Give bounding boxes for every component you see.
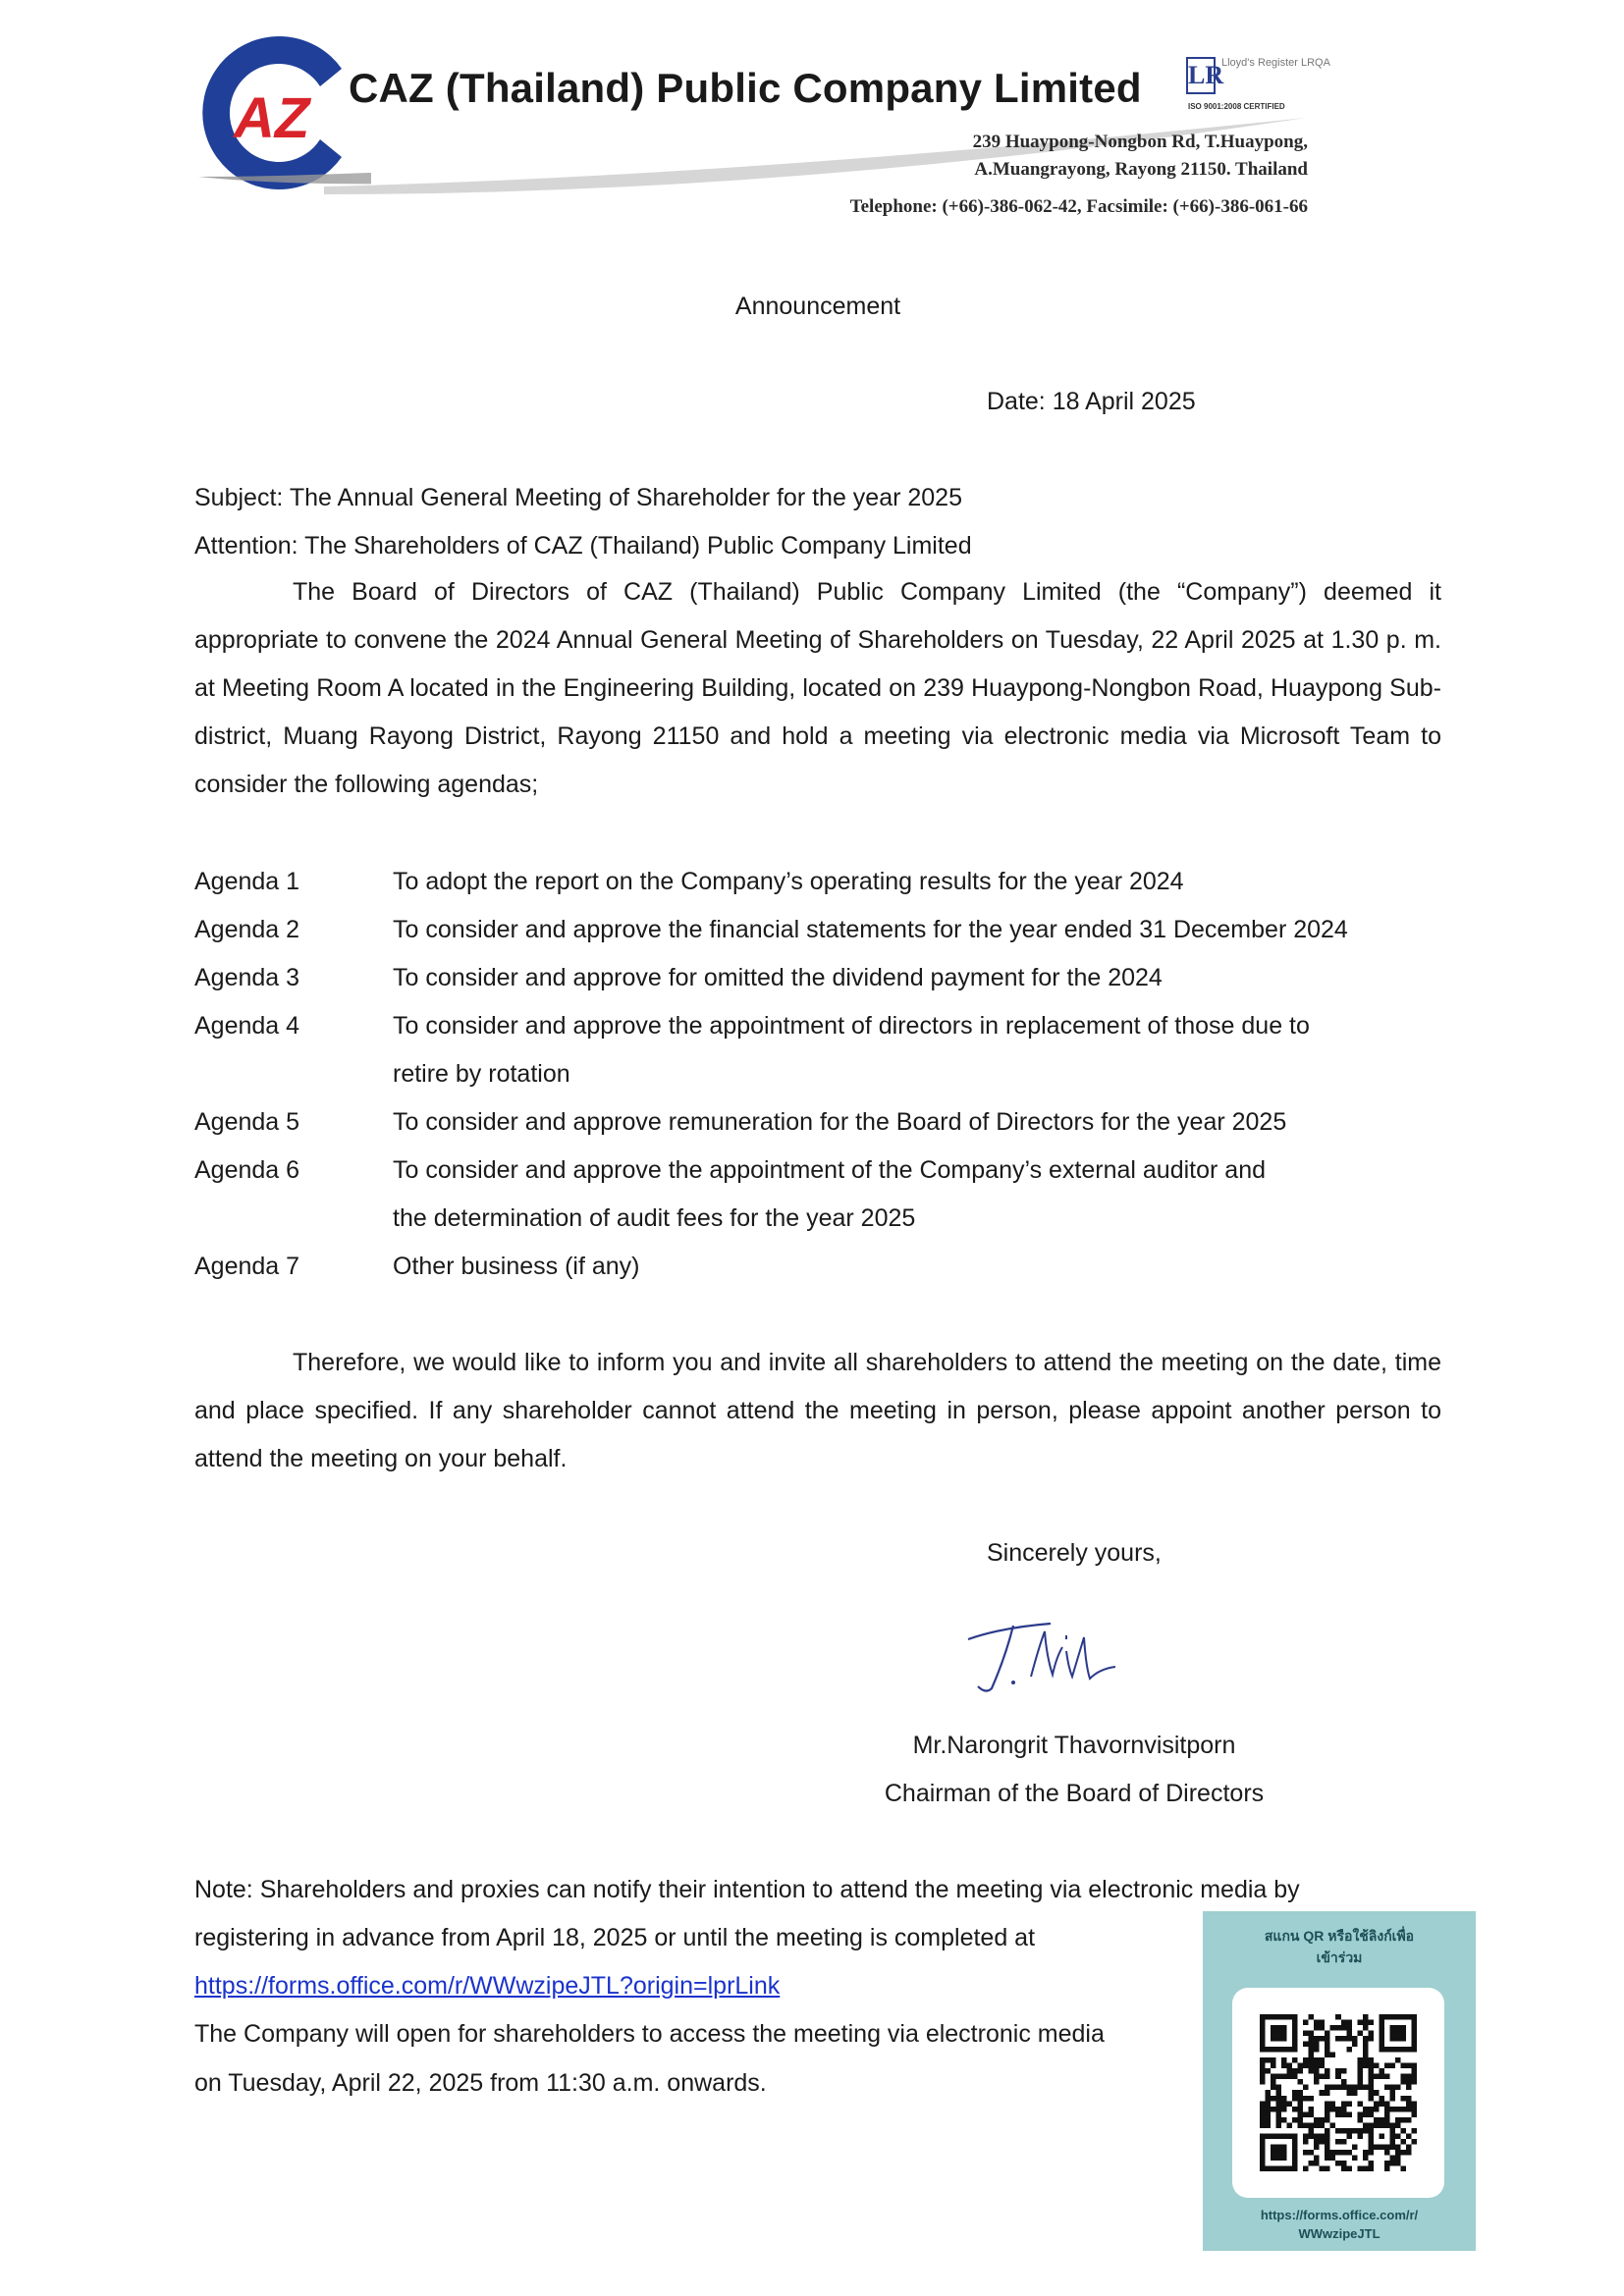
agenda-text-continued: the determination of audit fees for the year 2025 — [393, 1204, 916, 1232]
document-date: Date: 18 April 2025 — [987, 388, 1196, 415]
certification-name: Lloyd's Register LRQA — [1221, 57, 1330, 69]
note-line-4: on Tuesday, April 22, 2025 from 11:30 a.m. onwards. — [194, 2069, 767, 2097]
logo-text: AZ — [234, 86, 310, 150]
address-line-2: A.Muangrayong, Rayong 21150. Thailand — [974, 159, 1308, 180]
certification-badge — [1186, 57, 1330, 114]
agenda-label: Agenda 1 — [194, 868, 300, 895]
qr-url: https://forms.office.com/r/ WWwzipeJTL — [1260, 2208, 1419, 2241]
qr-caption: สแกน QR หรือใช้ลิงก์เพื่อ เข้าร่วม — [1264, 1928, 1415, 1965]
agenda-text: To consider and approve the appointment of the Company’s external auditor and — [393, 1156, 1267, 1184]
agenda-label: Agenda 5 — [194, 1108, 300, 1136]
agenda-text: To consider and approve the financial statements for the year ended 31 December 2024 — [393, 916, 1348, 943]
letterhead-swoosh — [324, 118, 1316, 196]
qr-frame — [1232, 1988, 1444, 2198]
address-line-1: 239 Huaypong-Nongbon Rd, T.Huaypong, — [972, 132, 1308, 152]
signer-title: Chairman of the Board of Directors — [884, 1780, 1265, 1807]
agenda-text-continued: retire by rotation — [393, 1060, 570, 1088]
closing-paragraph: Therefore, we would like to inform you and invite all shareholders to attend the meeting on the date, time and place specified. If any shareholder cannot attend the meeting in person, please appoint another person to attend the meeting on your behalf. — [194, 1349, 1441, 1472]
agenda-label: Agenda 6 — [194, 1156, 300, 1184]
agenda-text: To consider and approve for omitted the dividend payment for the 2024 — [393, 964, 1163, 991]
document-title: Announcement — [734, 293, 901, 320]
certification-text: ISO 9001:2008 CERTIFIED — [1188, 102, 1285, 111]
lloyds-register-icon: LR — [1186, 57, 1216, 94]
qr-card — [1203, 1911, 1476, 2251]
contact-line: Telephone: (+66)-386-062-42, Facsimile: (+66)-386-061-66 — [849, 196, 1308, 217]
agenda-label: Agenda 2 — [194, 916, 300, 943]
agenda-label: Agenda 4 — [194, 1012, 300, 1040]
attention-line: Attention: The Shareholders of CAZ (Thailand) Public Company Limited — [194, 532, 972, 560]
signer-name: Mr.Narongrit Thavornvisitporn — [912, 1732, 1236, 1759]
subject-line: Subject: The Annual General Meeting of Shareholder for the year 2025 — [194, 484, 962, 511]
registration-link[interactable]: https://forms.office.com/r/WWwzipeJTL?origin=lprLink — [194, 1972, 781, 2000]
agenda-text: To adopt the report on the Company’s operating results for the year 2024 — [393, 868, 1184, 895]
note-line-3: The Company will open for shareholders to access the meeting via electronic media — [194, 2020, 1105, 2048]
qr-code-icon[interactable] — [1260, 2014, 1417, 2171]
note-line-2: registering in advance from April 18, 2025 or until the meeting is completed at — [194, 1924, 1036, 1951]
note-line-1: Note: Shareholders and proxies can notify their intention to attend the meeting via electronic media by — [194, 1876, 1300, 1903]
agenda-label: Agenda 3 — [194, 964, 300, 991]
company-name: CAZ (Thailand) Public Company Limited — [349, 65, 1142, 111]
intro-paragraph: The Board of Directors of CAZ (Thailand) Public Company Limited (the “Company”) deemed it appropriate to convene the 2024 Annual General Meeting of Shareholders on Tuesday, 22 April 2025 at 1.30 p. m. at Meeting Room A located in the Engineering Building, located on 239 Huaypong-Nongbon Road, Huaypong Sub-district, Muang Rayong District, Rayong 21150 and hold a meeting via electronic media via Microsoft Team to consider the following agendas; — [194, 578, 1441, 798]
agenda-label: Agenda 7 — [194, 1253, 300, 1280]
agenda-text: To consider and approve the appointment of directors in replacement of those due to — [393, 1012, 1310, 1040]
signature — [962, 1618, 1139, 1696]
sign-off: Sincerely yours, — [987, 1539, 1162, 1567]
agenda-text: Other business (if any) — [393, 1253, 640, 1280]
agenda-text: To consider and approve remuneration for the Board of Directors for the year 2025 — [393, 1108, 1287, 1136]
